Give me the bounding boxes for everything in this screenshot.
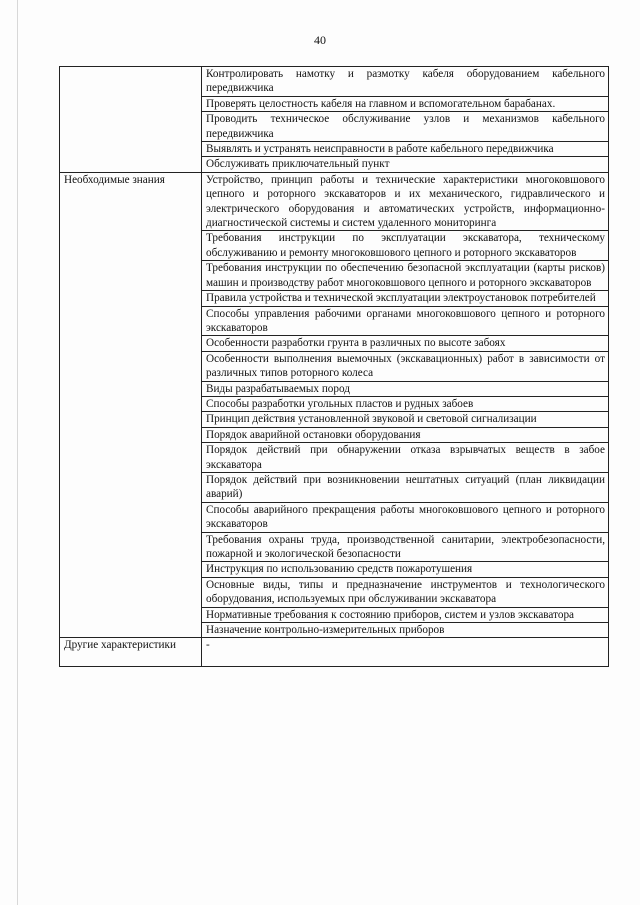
- section-item: Способы разработки угольных пластов и рудных забоев: [202, 396, 609, 411]
- section-item: Порядок действий при обнаружении отказа взрывчатых веществ в забое экскаватора: [202, 443, 609, 473]
- section-item: Особенности выполнения выемочных (экскавационных) работ в зависимости от различных типов роторного колеса: [202, 351, 609, 381]
- section-label: [60, 67, 202, 173]
- section-item: Способы аварийного прекращения работы многоковшового цепного и роторного экскаваторов: [202, 502, 609, 532]
- section-item: Принцип действия установленной звуковой и световой сигнализации: [202, 412, 609, 427]
- qualification-table: [59, 66, 609, 667]
- section-item: Назначение контрольно-измерительных приборов: [202, 623, 609, 638]
- section-item: Порядок действий при возникновении нештатных ситуаций (план ликвидации аварий): [202, 472, 609, 502]
- table-row: [60, 172, 609, 231]
- section-item: Требования охраны труда, производственной санитарии, электробезопасности, пожарной и экологической безопасности: [202, 532, 609, 562]
- section-item: Требования инструкции по обеспечению безопасной эксплуатации (карты рисков) машин и производству работ многоковшового цепного и роторного экскаваторов: [202, 261, 609, 291]
- section-item: Контролировать намотку и размотку кабеля оборудованием кабельного передвижчика: [202, 67, 609, 97]
- section-item: Проверять целостность кабеля на главном и вспомогательном барабанах.: [202, 96, 609, 111]
- table-row: [60, 638, 609, 667]
- section-item: Проводить техническое обслуживание узлов и механизмов кабельного передвижчика: [202, 112, 609, 142]
- section-item: Нормативные требования к состоянию приборов, систем и узлов экскаватора: [202, 607, 609, 622]
- section-item: Основные виды, типы и предназначение инструментов и технологического оборудования, используемых при обслуживании экскаватора: [202, 577, 609, 607]
- table-row: [60, 67, 609, 97]
- section-item: Выявлять и устранять неисправности в работе кабельного передвижчика: [202, 142, 609, 157]
- section-item: Обслуживать приключательный пункт: [202, 157, 609, 172]
- section-label: Другие характеристики: [60, 638, 202, 667]
- section-item: Способы управления рабочими органами многоковшового цепного и роторного экскаваторов: [202, 306, 609, 336]
- section-item: Правила устройства и технической эксплуатации электроустановок потребителей: [202, 291, 609, 306]
- section-item: Инструкция по использованию средств пожаротушения: [202, 562, 609, 577]
- section-item: Виды разрабатываемых пород: [202, 381, 609, 396]
- section-label: Необходимые знания: [60, 172, 202, 638]
- section-item: -: [202, 638, 609, 667]
- section-item: Устройство, принцип работы и технические характеристики многоковшового цепного и роторного экскаваторов и их механического, гидравлического и электрического оборудования и автоматических устройств, информационно-диагностической системы и систем удаленного мониторинга: [202, 172, 609, 231]
- section-item: Особенности разработки грунта в различных по высоте забоях: [202, 336, 609, 351]
- section-item: Порядок аварийной остановки оборудования: [202, 427, 609, 442]
- section-item: Требования инструкции по эксплуатации экскаватора, техническому обслуживанию и ремонту многоковшового цепного и роторного экскаваторов: [202, 231, 609, 261]
- page-number: 40: [314, 33, 326, 47]
- page-edge-shadow: [17, 0, 18, 905]
